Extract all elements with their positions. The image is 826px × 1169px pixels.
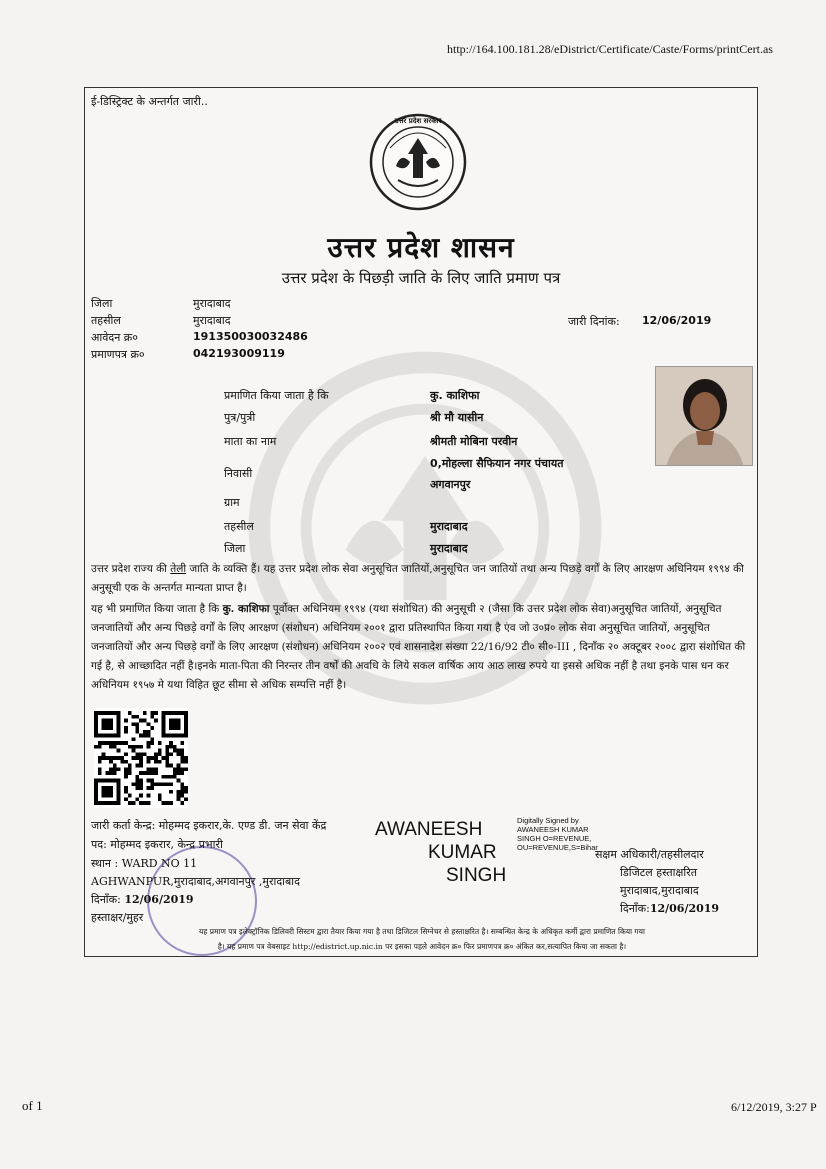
application-number: 191350030032486 [193, 330, 308, 343]
digital-signature-info: Digitally Signed by AWANEESH KUMAR SINGH O=REVENUE, OU=REVENUE,S=Bihar [517, 816, 598, 852]
tehsil-value: मुरादाबाद [193, 314, 231, 327]
issue-date-label: जारी दिनांक: [568, 315, 620, 328]
issuer-date: दिनाँक: 12/06/2019 [91, 893, 194, 906]
issuer-address: AGHWANPUR,मुरादाबाद,अगवानपुर ,मुरादाबाद [91, 875, 300, 888]
issuer-signature-label: हस्ताक्षर/मुहर [91, 911, 144, 924]
district-value: मुरादाबाद [193, 297, 231, 310]
certificate-subtitle: उत्तर प्रदेश के पिछड़ी जाति के लिए जाति प्रमाण पत्र [281, 269, 561, 287]
digital-signed-label: डिजिटल हस्ताक्षरित [620, 866, 697, 879]
caste-paragraph: उत्तर प्रदेश राज्य की तेली जाति के व्यक्ति हैं। यह उत्तर प्रदेश लोक सेवा अनुसूचित जातियों,अनुसूचित जन जातियों तथा अन्य पिछड़े वर्गों के लिए आरक्षण अधिनियम १९९४ की अनुसूची एक के अन्तर्गत मान्यता प्राप्त है। [91, 563, 744, 594]
print-datetime: 6/12/2019, 3:27 P [731, 1100, 817, 1114]
applicant-tehsil-value: मुरादाबाद [430, 520, 468, 533]
applicant-district-label: जिला [224, 542, 246, 555]
caste-name: तेली [170, 563, 187, 575]
address-line2: अगवानपुर [430, 478, 471, 491]
mother-name: श्रीमती मोबिना परवीन [430, 435, 518, 448]
issue-date-value: 12/06/2019 [642, 314, 712, 327]
issuer-place: स्थान : WARD NO 11 [91, 857, 198, 870]
issuer-center: जारी कर्ता केन्द्र: मोहम्मद इकरार,के. एण्ड डी. जन सेवा केंद्र [91, 819, 327, 832]
address-line1: 0,मोहल्ला सैफियान नगर पंचायत [430, 457, 564, 470]
print-url: http://164.100.181.28/eDistrict/Certificate/Caste/Forms/printCert.as [447, 42, 773, 56]
signatory-designation: सक्षम अधिकारी/तहसीलदार [595, 848, 704, 861]
mother-label: माता का नाम [224, 435, 277, 448]
signatory-name-line3: SINGH [446, 865, 507, 886]
relation-label: पुत्र/पुत्री [224, 411, 256, 424]
district-label: जिला [91, 297, 113, 310]
signatory-name-line1: AWANEESH [375, 819, 483, 840]
applicant-district-value: मुरादाबाद [430, 542, 468, 555]
certificate-number: 042193009119 [193, 347, 285, 360]
signatory-date: दिनाँक:12/06/2019 [620, 902, 720, 915]
applicant-name: कु. काशिफा [430, 389, 480, 402]
emblem-text: उत्तर प्रदेश सरकार [394, 116, 442, 125]
certificate-number-label: प्रमाणपत्र क्र० [91, 348, 145, 361]
qr-code [94, 708, 188, 808]
verification-note: यह प्रमाण पत्र इलेक्ट्रॉनिक डिलिवरी सिस्टम द्वारा तैयार किया गया है तथा डिजिटल सिग्नेचर से हस्ताक्षरित है। सम्बन्धित केन्द्र के अधिकृत कर्मी द्वारा प्रमाणित किया गया है। यह प्रमाण पत्र वेबसाइट http://edistrict.up.nic.in पर इसका पहले आवेदन क्र० फिर प्रमाणपत्र क्र० अंकित कर,सत्यापित किया जा सकता है। [199, 927, 645, 951]
father-name: श्री मौ यासीन [430, 411, 484, 424]
page-count: of 1 [22, 1098, 43, 1113]
para-applicant-name: कु. काशिफा [222, 603, 270, 615]
certificate-title: उत्तर प्रदेश शासन [327, 231, 515, 264]
applicant-tehsil-label: तहसील [224, 520, 254, 533]
resident-label: निवासी [224, 467, 253, 480]
applicant-photo [655, 366, 753, 466]
certify-label: प्रमाणित किया जाता है कि [224, 389, 329, 402]
up-govt-emblem-icon [368, 112, 468, 212]
certification-paragraph: यह भी प्रमाणित किया जाता है कि कु. काशिफा पूर्वोक्त अधिनियम १९९४ (यथा संशोधित) की अनुसूची २ (जैसा कि उत्तर प्रदेश लोक सेवा)अनुसूचित जातियों, अनुसूचित जनजातियों और अन्य पिछड़े वर्गों के लिए आरक्षण (संशोधन) अधिनियम २००१ द्वारा प्रतिस्थापित किया गया है एंव जो उ०प्र० लोक सेवा अनुसूचित जातियों, अनुसूचित जनजातियों और अन्य पिछड़े वर्गों के लिए आरक्षण (संशोधन) अधिनियम २००२ एवं शासनादेश संख्या 22/16/92 टी० सी०-III , दिनाँक २० अक्टूबर २००८ द्वारा संशोधित की गई है, से आच्छादित नहीं है।इनके माता-पिता की निरन्तर तीन वर्षों की अवधि के लिये सकल वार्षिक आय आठ लाख रुपये या इससे अधिक नहीं है तथा इनके पास धन कर अधिनियम १९५७ मे यथा विहित छूट सीमा से अधिक सम्पत्ति नहीं है। [91, 603, 746, 691]
issuer-post: पद: मोहम्मद इकरार, केन्द्र प्रभारी [91, 838, 223, 851]
application-label: आवेदन क्र० [91, 331, 138, 344]
tehsil-label: तहसील [91, 314, 121, 327]
village-label: ग्राम [224, 496, 240, 509]
signatory-location: मुरादाबाद,मुरादाबाद [620, 884, 699, 897]
signatory-name-line2: KUMAR [428, 842, 497, 863]
certificate [84, 87, 758, 957]
issued-under-text: ई-डिस्ट्रिक्ट के अन्तर्गत जारी.. [91, 95, 208, 108]
